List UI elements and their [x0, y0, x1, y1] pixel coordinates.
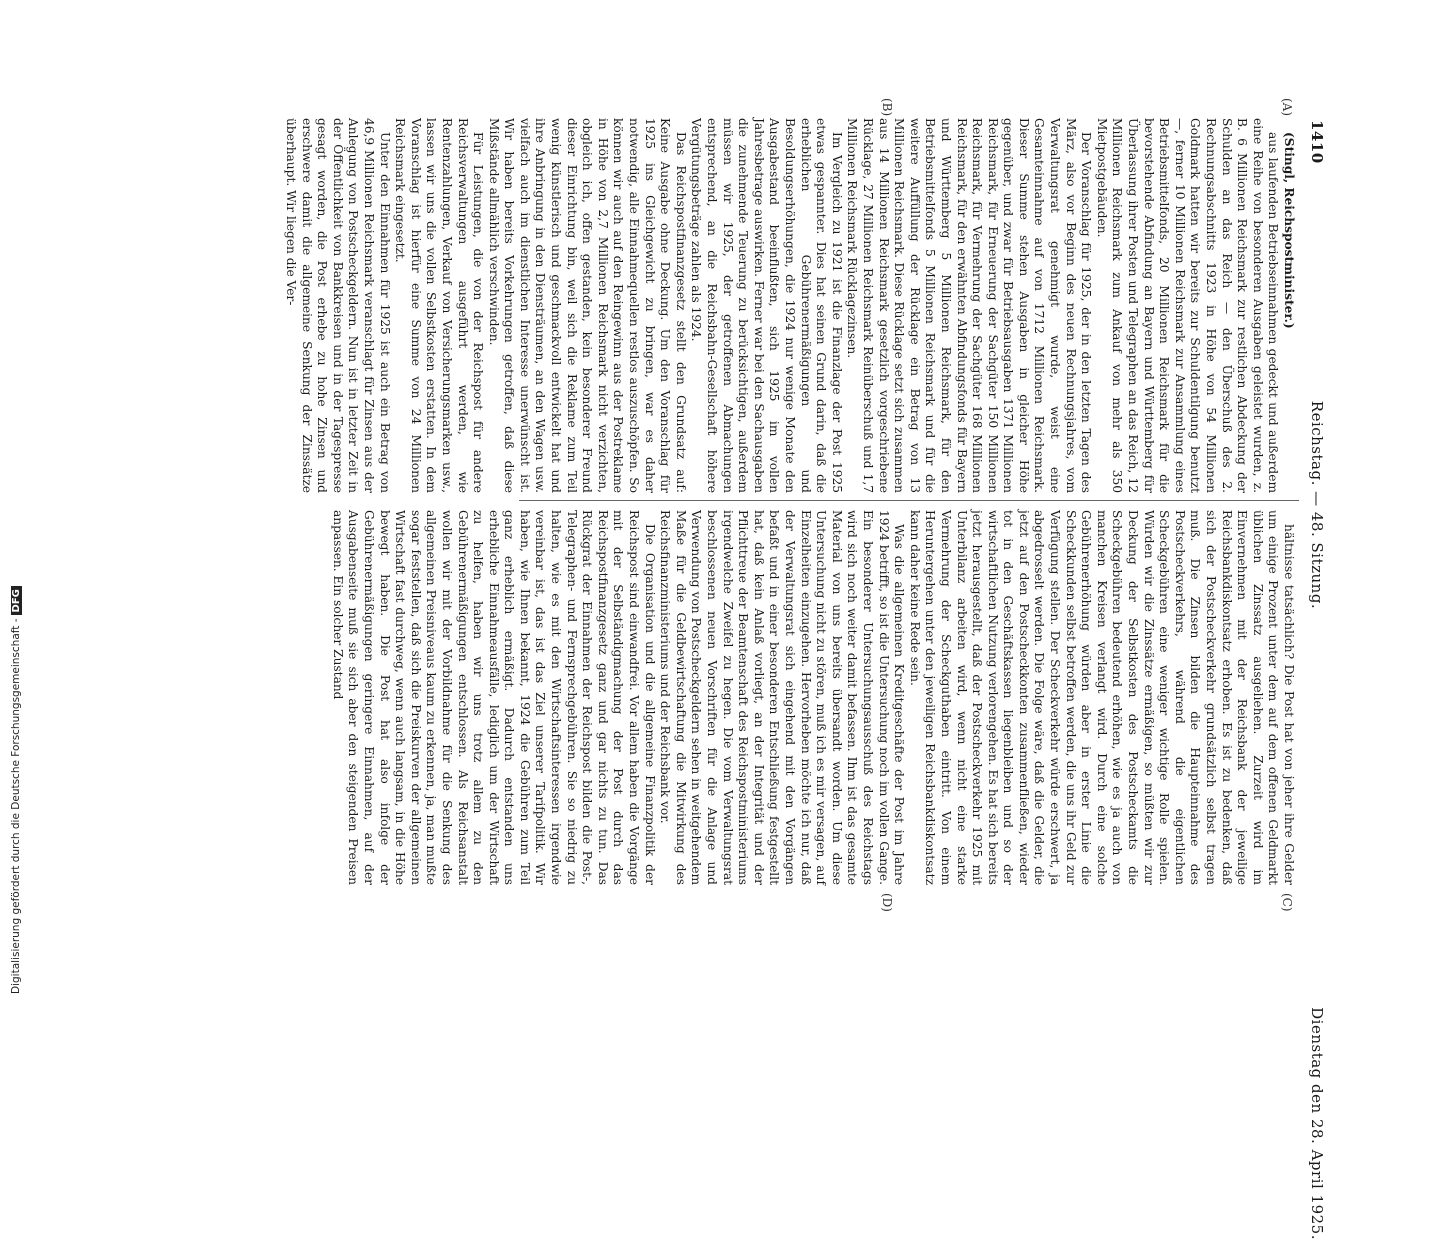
credit-text-wrapper: [10, 586, 22, 994]
page-number: 1410: [1308, 120, 1326, 164]
page-header: [1296, 120, 1326, 1240]
margin-mark-d: (D): [880, 893, 894, 912]
paragraph: Für Leistungen, die von der Reichspost für andere Reichsverwaltungen ausgeführt werden, wie Rentenzahlungen, Verkauf von Versicherungsmarken usw., lassen wir uns die vollen Selbstkosten erstatten. In dem Voranschlag ist hierfür eine Summe von 24 Millionen Reichsmark eingesetzt.: [393, 118, 486, 493]
session-title: Reichstag. — 48. Sitzung.: [1308, 400, 1326, 610]
margin-mark-a: (A): [1280, 98, 1294, 117]
left-column: [282, 118, 1296, 493]
margin-mark-c: (C): [1280, 893, 1294, 912]
paragraph: Der Voranschlag für 1925, der in den letzten Tagen des März, also vor Beginn des neuen Rechnungsjahres, vom Verwaltungsrat genehmigt wurde, weist eine Gesamteinnahme auf von 1712 Millionen Reichsmark. Dieser Summe stehen Ausgaben in gleicher Höhe gegenüber, und zwar für Betriebsausgaben 1371 Millionen Reichsmark, für Erneuerung der Sachgüter 150 Millionen Reichsmark, für Vermehrung der Sachgüter 168 Millionen Reichsmark, für den erwähnten Abfindungsfonds für Bayern und Württemberg 5 Millionen Reichsmark, für den Betriebsmittelfonds 5 Millionen Reichsmark und für die weitere Auffüllung der Rücklage ein Betrag von 13 Millionen Reichsmark. Diese Rücklage setzt sich zusammen aus 14 Millionen Reichsmark gesetzlich vorgeschriebene Rücklage, 27 Millionen Reichsmark Reinüberschuß und 1,7 Millionen Reichsmark Rücklagezinsen.: [845, 118, 1094, 493]
paragraph: Was die allgemeinen Kreditgeschäfte der Post im Jahre 1924 betrifft, so ist die Untersuchung noch im vollen Gange. Ein besonderer Untersuchungsausschuß des Reichstags wird sich noch weiter damit befassen. Ihm ist das gesamte Material von uns bereits übersandt worden. Um diese Untersuchung nicht zu stören, muß ich es mir versagen, auf Einzelheiten einzugehen. Hervorheben möchte ich nur, daß der Verwaltungsrat sich eingehend mit den Vorgängen befaßt und in einer besonderen Entschließung festgestellt hat, daß kein Anlaß vorliegt, an der Integrität und der Pflichttreue der Beamtenschaft des Reichspostministeriums irgendwelche Zweifel zu hegen. Die vom Verwaltungsrat beschlossenen neuen Vorschriften für die Anlage und Verwendung von Postscheckgeldern sehen in weitgehendem Maße für die Geldbewirtschaftung die Mitwirkung des Reichsfinanzministeriums und der Reichsbank vor.: [658, 510, 907, 885]
digitization-credit: [8, 4, 22, 994]
session-date: Dienstag den 28. April 1925.: [1308, 1007, 1326, 1240]
margin-mark-b: (B): [880, 98, 894, 117]
credit-text: Digitalisierung gefördert durch die Deutsche Forschungsgemeinschaft -: [10, 618, 22, 994]
right-column: [329, 510, 1296, 885]
column-divider: [519, 500, 1299, 501]
paragraph: Das Reichspostfinanzgesetz stellt den Grundsatz auf: Keine Ausgabe ohne Deckung. Um den Voranschlag für 1925 ins Gleichgewicht zu bringen, war es daher notwendig, alle Einnahmequellen restlos auszuschöpfen. So können wir auch auf den Reingewinn aus der Postreklame in Höhe von 2,7 Millionen Reichsmark nicht verzichten, obgleich ich, offen gestanden, kein besonderer Freund dieser Einrichtung bin, weil sich die Reklame zum Teil wenig künstlerisch und geschmackvoll entwickelt hat und ihre Anbringung in den Diensträumen, an den Wagen usw. vielfach auch im dienstlichen Interesse unerwünscht ist. Wir haben bereits Vorkehrungen getroffen, daß diese Mißstände allmählich verschwinden.: [486, 118, 688, 493]
dfg-logo: DFG: [11, 586, 22, 615]
paragraph: Die Organisation und die allgemeine Finanzpolitik der Reichspost sind einwandfrei. Vor allem haben die Vorgänge mit der Selbständigmachung der Post durch das Reichspostfinanzgesetz ganz und gar nichts zu tun. Das Rückgrat der Einnahmen der Reichspost bilden die Post-, Telegraphen- und Fernsprechgebühren. Sie so niedrig zu halten, wie es mit den Wirtschaftsinteressen irgendwie vereinbar ist, das ist das Ziel unserer Tarifpolitik. Wir haben, wie Ihnen bekannt, 1924 die Gebühren zum Teil ganz erheblich ermäßigt. Dadurch entstanden uns erhebliche Einnahmeausfälle, lediglich um der Wirtschaft zu helfen, haben wir uns trotz allem zu den Gebührenermäßigungen entschlossen. Als Reichsanstalt wollen wir mit der Vorbildnahme für die Senkung des allgemeinen Preisniveaus kaum zu erkennen, ja, man mußte sogar feststellen, daß sich die Preiskurven der allgemeinen Wirtschaft fast durchweg, wenn auch langsam, in die Höhe bewegt haben. Die Post hat also infolge der Gebührenermäßigungen geringere Einnahmen, auf der Ausgabenseite muß sie sich aber den steigenden Preisen anpassen. Ein solcher Zustand: [330, 510, 657, 885]
paragraph: Im Vergleich zu 1921 ist die Finanzlage der Post 1925 etwas gespannter. Dies hat seinen Grund darin, daß die erheblichen Gebührenermäßigungen und Besoldungserhöhungen, die 1924 nur wenige Monate den Ausgabestand beeinflußten, sich 1925 im vollen Jahresbetrage auswirken. Ferner war bei den Sachausgaben die zunehmende Teuerung zu berücksichtigen, außerdem müssen wir 1925, der getroffenen Abmachungen entsprechend, an die Reichsbahn-Gesellschaft höhere Vergütungsbeträge zahlen als 1924.: [689, 118, 844, 494]
paragraph: hältnisse tatsächlich? Die Post hat von jeher ihre Gelder um einige Prozent unter dem auf dem offenen Geldmarkt üblichen Zinssatz ausgeliehen. Zurzeit wird im Einvernehmen mit der Reichsbank der jeweilige Reichsbankdiskontsatz erhoben. Es ist zu bedenken, daß sich der Postscheckverkehr grundsätzlich selbst tragen muß. Die Zinsen bilden die Haupteinnahme des Postscheckverkehrs, während die eigentlichen Scheckgebühren eine weniger wichtige Rolle spielen. Würden wir die Zinssätze ermäßigen, so müßten wir zur Deckung der Selbstkosten des Postscheckamts die Scheckgebühren bedeutend erhöhen, wie es ja auch von manchen Kreisen verlangt wird. Durch eine solche Gebührenerhöhung würden aber in erster Linie die Scheckkunden selbst betroffen werden, die uns ihr Geld zur Verfügung stellen. Der Scheckverkehr würde erschwert, ja abgedrosselt werden. Die Folge wäre, daß die Gelder, die jetzt auf den Postscheckkonten zusammenfließen, wieder tot in den Geschäftskassen liegenbleiben und so der wirtschaftlichen Nutzung verlorengehen. Es hat sich bereits jetzt herausgestellt, daß der Postscheckverkehr 1925 mit Unterbilanz arbeiten wird, wenn nicht eine starke Vermehrung der Scheckguthaben eintritt. Von einem Heruntergehen unter den jeweiligen Reichsbankdiskontsatz kann daher keine Rede sein.: [907, 510, 1296, 885]
paragraph: aus laufenden Betriebseinnahmen gedeckt und außerdem eine Reihe von besonderen Ausgaben geleistet wurden, z. B. 6 Millionen Reichsmark zur restlichen Abdeckung der Schulden an das Reich — den Überschuß des 2. Rechnungsabschnitts 1923 in Höhe von 54 Millionen Goldmark hatten wir bereits zur Schuldentilgung benutzt —, ferner 10 Millionen Reichsmark zur Ansammlung eines Betriebsmittelfonds, 20 Millionen Reichsmark für die bevorstehende Abfindung an Bayern und Württemberg für Überlassung ihrer Posten und Telegraphen an das Reich, 12 Millionen Reichsmark zum Ankauf von mehr als 350 Mietpostgebäuden.: [1094, 118, 1281, 493]
speaker-line: (Stingl, Reichspostminister.): [1282, 132, 1296, 329]
paragraph: Unter den Einnahmen für 1925 ist auch ein Betrag von 46,9 Millionen Reichsmark veranschlagt für Zinsen aus der Anlegung von Postscheckgeldern. Nun ist in letzter Zeit in der Öffentlichkeit von Bankkreisen und in der Tagespresse gesagt worden, die Post erhebe zu hohe Zinsen und erschwere damit die allgemeine Senkung der Zinssätze überhaupt. Wir liegen die Ver-: [284, 118, 392, 493]
